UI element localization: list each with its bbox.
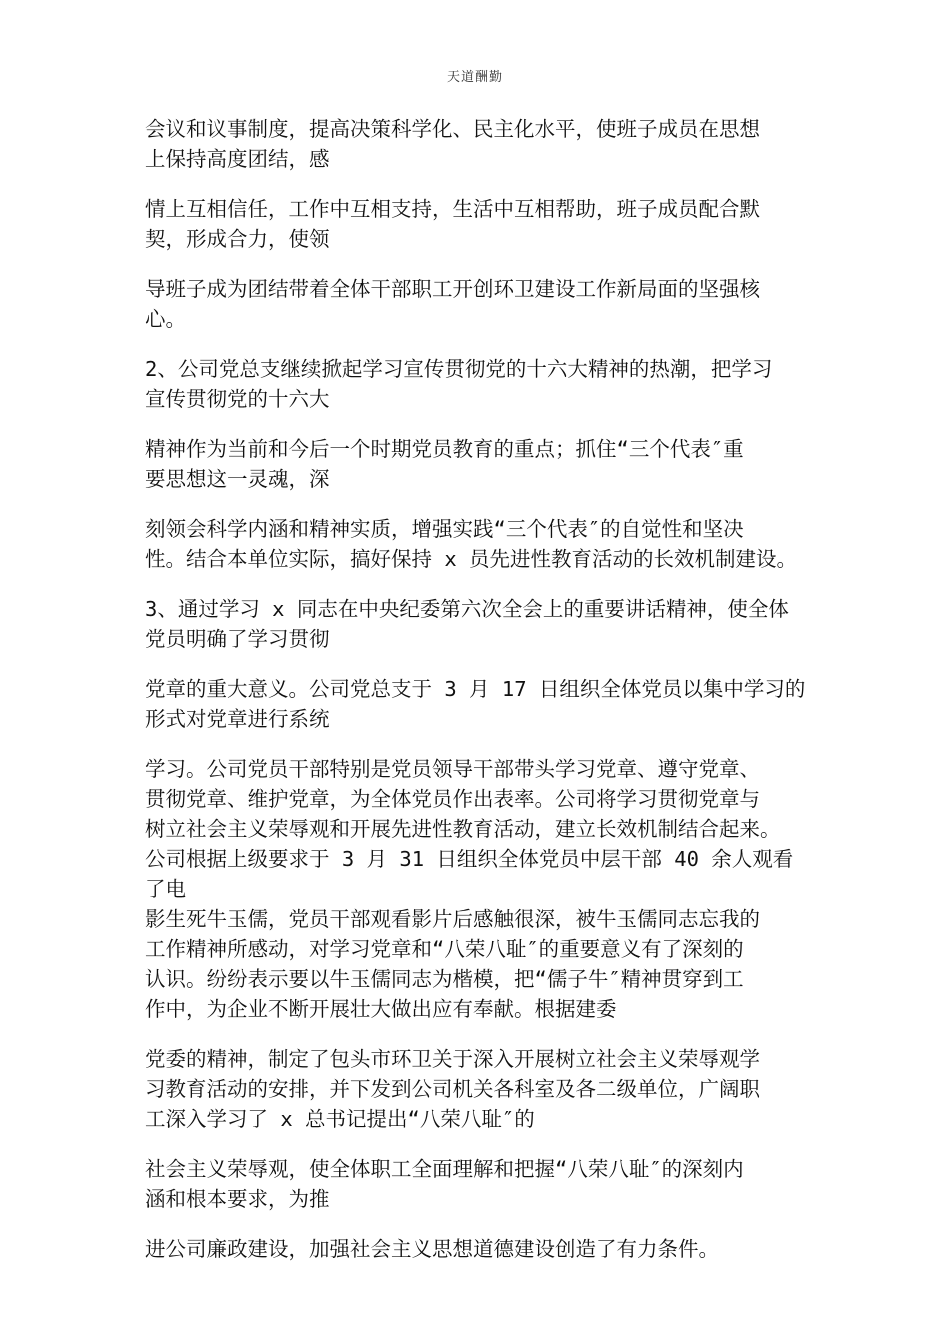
paragraph-9: 学习。公司党员干部特别是党员领导干部带头学习党章、遵守党章、 贯彻党章、维护党章，为全体党员作出表率。公司将学习贯彻党章与 树立社会主义荣辱观和开展先进性教育活动，建立长效机制结合起来。 公司根据上级要求于 3 月 31 日组织全体党员中层干部 40 余人观看了电 影生死牛玉儒，党员干部观看影片后感触很深，被牛玉儒同志忘我的 工作精神所感动，对学习党章和“八荣八耻″的重要意义有了深刻的 认识。纷纷表示要以牛玉儒同志为楷模，把“儒子牛″精神贯穿到工 作中，为企业不断开展壮大做出应有奉献。根据建委 (145, 757, 794, 1021)
paragraph-1: 会议和议事制度，提高决策科学化、民主化水平，使班子成员在思想 上保持高度团结，感 (145, 117, 760, 171)
paragraph-7: 3、通过学习 x 同志在中央纪委第六次全会上的重要讲话精神，使全体 党员明确了学习贯彻 (145, 597, 789, 651)
paragraph-12: 进公司廉政建设，加强社会主义思想道德建设创造了有力条件。 (145, 1237, 719, 1261)
paragraph-5: 精神作为当前和今后一个时期党员教育的重点；抓住“三个代表″重 要思想这一灵魂，深 (145, 437, 744, 491)
paragraph-8: 党章的重大意义。公司党总支于 3 月 17 日组织全体党员以集中学习的 形式对党章进行系统 (145, 677, 806, 731)
page-header: 天道酬勤 (446, 70, 503, 85)
paragraph-10: 党委的精神，制定了包头市环卫关于深入开展树立社会主义荣辱观学 习教育活动的安排，并下发到公司机关各科室及各二级单位，广阔职 工深入学习了 x 总书记提出“八荣八耻″的 (145, 1047, 760, 1131)
paragraph-11: 社会主义荣辱观，使全体职工全面理解和把握“八荣八耻″的深刻内 涵和根本要求，为推 (145, 1157, 744, 1211)
paragraph-2: 情上互相信任，工作中互相支持，生活中互相帮助，班子成员配合默 契，形成合力，使领 (145, 197, 760, 251)
paragraph-4: 2、公司党总支继续掀起学习宣传贯彻党的十六大精神的热潮，把学习 宣传贯彻党的十六大 (145, 357, 773, 411)
paragraph-6: 刻领会科学内涵和精神实质，增强实践“三个代表″的自觉性和坚决 性。结合本单位实际，搞好保持 x 员先进性教育活动的长效机制建设。 (145, 517, 798, 571)
paragraph-3: 导班子成为团结带着全体干部职工开创环卫建设工作新局面的坚强核 心。 (145, 277, 760, 331)
document-body (145, 114, 810, 1284)
